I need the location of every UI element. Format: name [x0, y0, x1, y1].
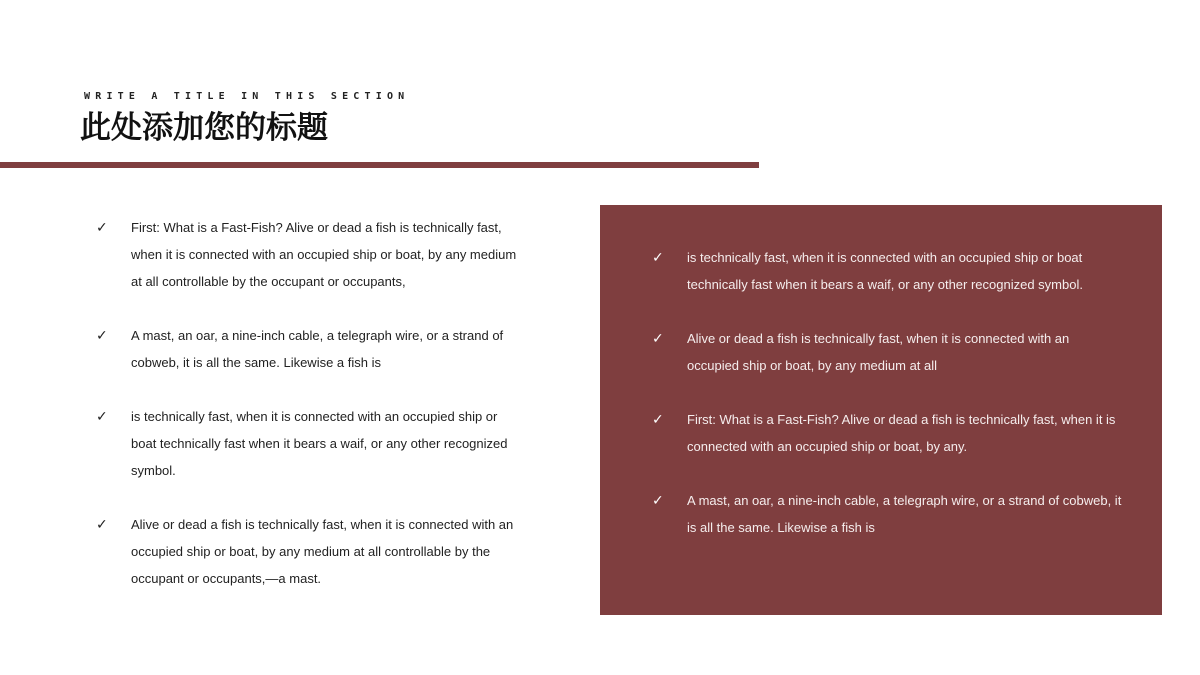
list-item-text: First: What is a Fast-Fish? Alive or dead a fish is technically fast, when it is connected with an occupied ship or boat, by any. — [687, 412, 1116, 454]
check-icon: ✓ — [652, 249, 664, 265]
list-item-text: First: What is a Fast-Fish? Alive or dead a fish is technically fast, when it is connected with an occupied ship or boat, by any medium at all controllable by the occupant or occupants, — [131, 220, 517, 289]
list-item — [652, 244, 1122, 298]
list-item-text: A mast, an oar, a nine-inch cable, a telegraph wire, or a strand of cobweb, it is all the same. Likewise a fish is — [687, 493, 1122, 535]
right-bullet-list — [652, 244, 1122, 568]
list-item — [96, 511, 526, 592]
left-bullet-list — [96, 214, 526, 619]
list-item — [96, 403, 526, 484]
list-item — [96, 214, 526, 295]
check-icon: ✓ — [96, 516, 108, 532]
list-item — [652, 487, 1122, 541]
list-item — [652, 325, 1122, 379]
check-icon: ✓ — [652, 330, 664, 346]
list-item-text: Alive or dead a fish is technically fast, when it is connected with an occupied ship or boat, by any medium at all — [687, 331, 1070, 373]
accent-divider — [0, 162, 759, 168]
list-item-text: A mast, an oar, a nine-inch cable, a telegraph wire, or a strand of cobweb, it is all the same. Likewise a fish is — [131, 328, 504, 370]
list-item — [96, 322, 526, 376]
check-icon: ✓ — [652, 492, 664, 508]
check-icon: ✓ — [96, 408, 108, 424]
list-item — [652, 406, 1122, 460]
list-item-text: Alive or dead a fish is technically fast, when it is connected with an occupied ship or boat, by any medium at all controllable by the occupant or occupants,—a mast. — [131, 517, 514, 586]
list-item-text: is technically fast, when it is connected with an occupied ship or boat technically fast when it bears a waif, or any other recognized symbol. — [687, 250, 1083, 292]
check-icon: ✓ — [96, 327, 108, 343]
check-icon: ✓ — [96, 219, 108, 235]
section-subtitle: WRITE A TITLE IN THIS SECTION — [84, 91, 410, 102]
page-title: 此处添加您的标题 — [80, 110, 328, 146]
check-icon: ✓ — [652, 411, 664, 427]
list-item-text: is technically fast, when it is connected with an occupied ship or boat technically fast when it bears a waif, or any other recognized symbol. — [131, 409, 508, 478]
accent-panel — [600, 205, 1162, 615]
